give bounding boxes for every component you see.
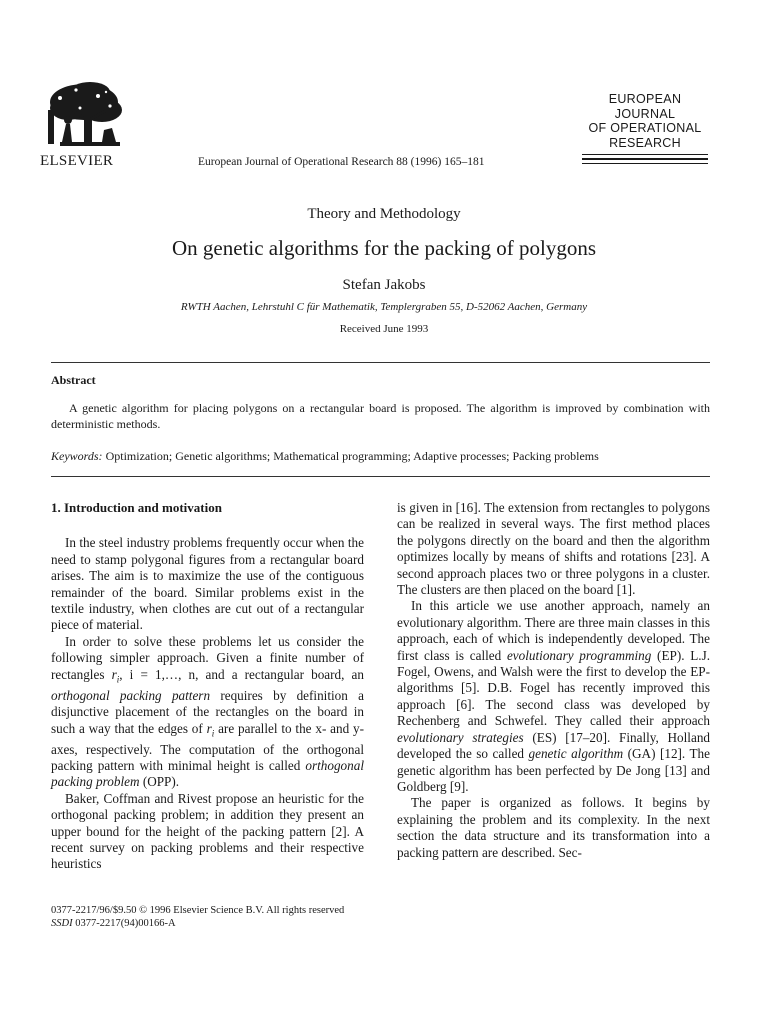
ssdi-line: SSDI 0377-2217(94)00166-A [51, 918, 176, 929]
paragraph: In order to solve these problems let us consider the following simpler approach. Given a finite number of rectangles $r_i$, i = 1,…, n, and a rectangular board, an orthogonal packing pattern requires by definition a disjunctive placement of the rectangles on the board in such a way that the edges of $r_i$ are parallel to the x- and y-axes, respectively. The computation of the orthogonal packing pattern with minimal height is called orthogonal packing problem (OPP). [51, 633, 364, 790]
footer-copyright [51, 904, 344, 930]
elsevier-tree-logo-icon [40, 80, 136, 152]
author-affiliation: RWTH Aachen, Lehrstuhl C für Mathematik, Templergraben 55, D-52062 Aachen, Germany [180, 301, 588, 313]
body-column-left [51, 500, 364, 873]
divider [51, 362, 710, 363]
divider [51, 476, 710, 477]
publisher-name: ELSEVIER [40, 153, 114, 169]
paragraph: is given in [16]. The extension from rectangles to polygons can be realized in several ways. The first method places the polygons directly on the board and then the algorithm optimizes locally by means of shifts and rotations [23]. A second approach places two or three polygons in a cluster. The clusters are then placed on the board [1]. [397, 500, 710, 598]
paragraph: The paper is organized as follows. It begins by explaining the problem and its complexity. In the next section the data structure and its transformation into a packing pattern are described. Sec- [397, 795, 710, 860]
paper-title: On genetic algorithms for the packing of polygons [172, 236, 596, 260]
keywords-list: Optimization; Genetic algorithms; Mathematical programming; Adaptive processes; Packing problems [105, 449, 599, 463]
section-heading: 1. Introduction and motivation [51, 500, 222, 515]
journal-citation: European Journal of Operational Research 88 (1996) 165–181 [198, 156, 485, 168]
rule-line [582, 163, 708, 164]
author-name: Stefan Jakobs [342, 277, 426, 293]
keywords-label: Keywords: [51, 449, 103, 463]
journal-name-line: JOURNAL [614, 106, 676, 121]
abstract-text: A genetic algorithm for placing polygons on a rectangular board is proposed. The algorithm is improved by combination with deterministic methods. [51, 401, 710, 431]
journal-name-line: OF OPERATIONAL [588, 121, 702, 135]
rule-line [582, 154, 708, 155]
section-kind: Theory and Methodology [307, 206, 461, 222]
keywords-line [51, 449, 710, 464]
journal-rules-decoration [582, 154, 708, 168]
rule-line [582, 158, 708, 160]
journal-name-block [580, 92, 710, 150]
body-column-right [397, 500, 710, 861]
journal-name-line: EUROPEAN [608, 92, 682, 106]
paragraph: In this article we use another approach, namely an evolutionary algorithm. There are three main classes in this approach, each of which is independently developed. The first class is called evolutionary programming (EP). L.J. Fogel, Owens, and Walsh were the first to develop the EP-algorithms [5]. D.B. Fogel has recently improved this approach [6]. The second class was developed by Rechenberg and Schwefel. They called their approach evolutionary strategies (ES) [17–20]. Finally, Holland developed the so called genetic algorithm (GA) [12]. The genetic algorithm has been perfected by De Jong [13] and Goldberg [9]. [397, 598, 711, 794]
abstract-heading: Abstract [51, 373, 96, 387]
paragraph: In the steel industry problems frequently occur when the need to stamp polygonal figures from a rectangular board arises. The aim is to maximize the use of the contiguous remainder of the board. Similar problems exist in the textile industry, when clothes are cut out of a rectangular piece of material. [51, 535, 364, 633]
received-date: Received June 1993 [339, 323, 429, 335]
journal-name-line: RESEARCH [609, 135, 681, 150]
paragraph: Baker, Coffman and Rivest propose an heuristic for the orthogonal packing problem; in addition they present an upper bound for the height of the packing pattern [2]. A recent survey on packing problems and their respective heuristics [51, 790, 364, 872]
copyright-line: 0377-2217/96/$9.50 © 1996 Elsevier Science B.V. All rights reserved [51, 905, 345, 916]
